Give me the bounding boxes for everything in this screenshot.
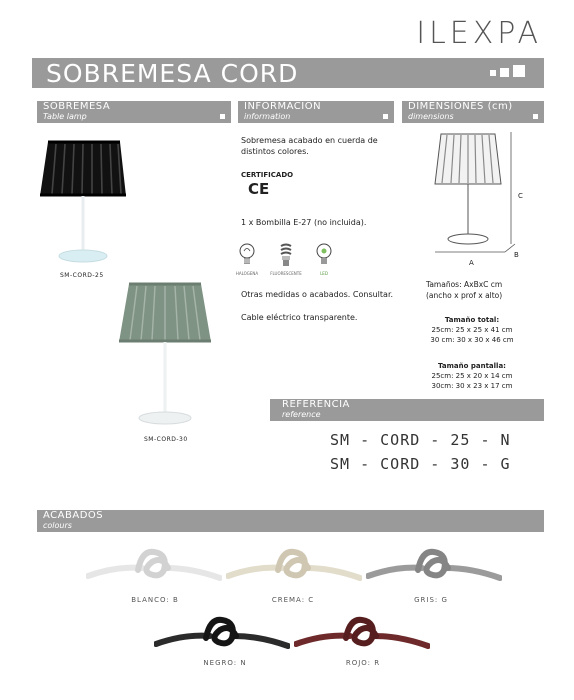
section-product-square — [220, 114, 225, 119]
dim-sizes — [426, 279, 502, 301]
dim-shade-title: Tamaño pantalla: — [438, 362, 506, 370]
lamp-green-image — [115, 280, 215, 428]
rope-swatch-rojo — [294, 612, 430, 656]
bulb-caption-halogena: HALOGENA — [235, 271, 259, 276]
ce-mark-icon: CE — [248, 180, 270, 198]
title-square-large — [513, 65, 525, 77]
fluorescent-bulb-icon — [276, 242, 296, 270]
section-product-heading: SOBREMESA — [43, 101, 111, 112]
dim-shade — [424, 361, 520, 391]
section-info-heading: INFORMACIÓN — [244, 101, 322, 112]
rope-swatch-crema — [226, 544, 362, 588]
info-cert-label: CERTIFICADO — [241, 171, 294, 179]
dim-shade-25: 25cm: 25 x 20 x 14 cm — [431, 372, 513, 380]
section-reference — [270, 399, 544, 421]
title-square-medium — [500, 68, 509, 77]
dim-total-title: Tamaño total: — [444, 316, 500, 324]
dim-total — [424, 315, 520, 345]
rope-swatch-negro — [154, 612, 290, 656]
section-info-square — [383, 114, 388, 119]
finish-label-crema: CREMA: C — [271, 596, 315, 604]
section-product — [37, 101, 231, 123]
lamp-black-label: SM-CORD-25 — [60, 272, 104, 279]
lamp-black-shade — [40, 142, 126, 196]
dim-shade-30: 30cm: 30 x 23 x 17 cm — [431, 382, 513, 390]
dimension-diagram — [425, 126, 525, 266]
info-description — [241, 135, 401, 157]
bulb-caption-led: LED — [320, 271, 328, 276]
info-cable: Cable eléctrico transparente. — [241, 313, 358, 322]
lamp-green-shade — [119, 284, 211, 342]
info-desc-line-2: distintos colores. — [241, 147, 309, 156]
rope-swatch-blanco — [86, 544, 222, 588]
incandescent-bulb-icon — [237, 242, 257, 270]
dim-axis-b: B — [514, 251, 519, 259]
dim-sizes-line-2: (ancho x prof x alto) — [426, 291, 503, 300]
finish-label-blanco: BLANCO: B — [131, 596, 179, 604]
dim-axis-c: C — [518, 192, 523, 200]
section-finishes-sub: colours — [43, 521, 72, 530]
section-finishes — [37, 510, 544, 532]
dim-axis-a: A — [469, 259, 474, 267]
section-dims-sub: dimensions — [408, 112, 454, 121]
dim-total-25: 25cm: 25 x 25 x 41 cm — [431, 326, 513, 334]
info-desc-line-1: Sobremesa acabado en cuerda de — [241, 136, 378, 145]
section-info — [238, 101, 394, 123]
reference-code-2: SM - CORD - 30 - G — [330, 455, 511, 473]
info-bulb: 1 x Bombilla E-27 (no incluida). — [241, 218, 367, 227]
section-reference-heading: REFERENCIA — [282, 399, 350, 410]
section-info-sub: information — [244, 112, 291, 121]
lamp-black-image — [36, 138, 132, 268]
finish-label-rojo: ROJO: R — [345, 659, 381, 667]
section-dims-heading: DIMENSIONES (cm) — [408, 101, 513, 112]
finish-label-gris: GRIS: G — [414, 596, 448, 604]
dim-total-30: 30 cm: 30 x 30 x 46 cm — [430, 336, 514, 344]
section-product-sub: Table lamp — [43, 112, 87, 121]
finish-label-negro: NEGRO: N — [203, 659, 247, 667]
section-finishes-heading: ACABADOS — [43, 510, 104, 521]
reference-code-1: SM - CORD - 25 - N — [330, 431, 511, 449]
led-bulb-icon — [314, 242, 334, 270]
title-square-small — [490, 70, 496, 76]
rope-swatch-gris — [366, 544, 502, 588]
page-title: SOBREMESA CORD — [46, 59, 299, 88]
section-dims — [402, 101, 544, 123]
brand-logo: ILEXPA — [416, 16, 542, 51]
section-reference-sub: reference — [282, 410, 321, 419]
lamp-green-label: SM-CORD-30 — [144, 436, 188, 443]
bulb-caption-fluorescente: FLUORESCENTE — [270, 271, 302, 276]
info-other: Otras medidas o acabados. Consultar. — [241, 290, 394, 299]
diagram-lamp-shade — [435, 134, 501, 184]
section-dims-square — [533, 114, 538, 119]
dim-sizes-line-1: Tamaños: AxBxC cm — [426, 280, 503, 289]
title-bar — [32, 58, 544, 88]
